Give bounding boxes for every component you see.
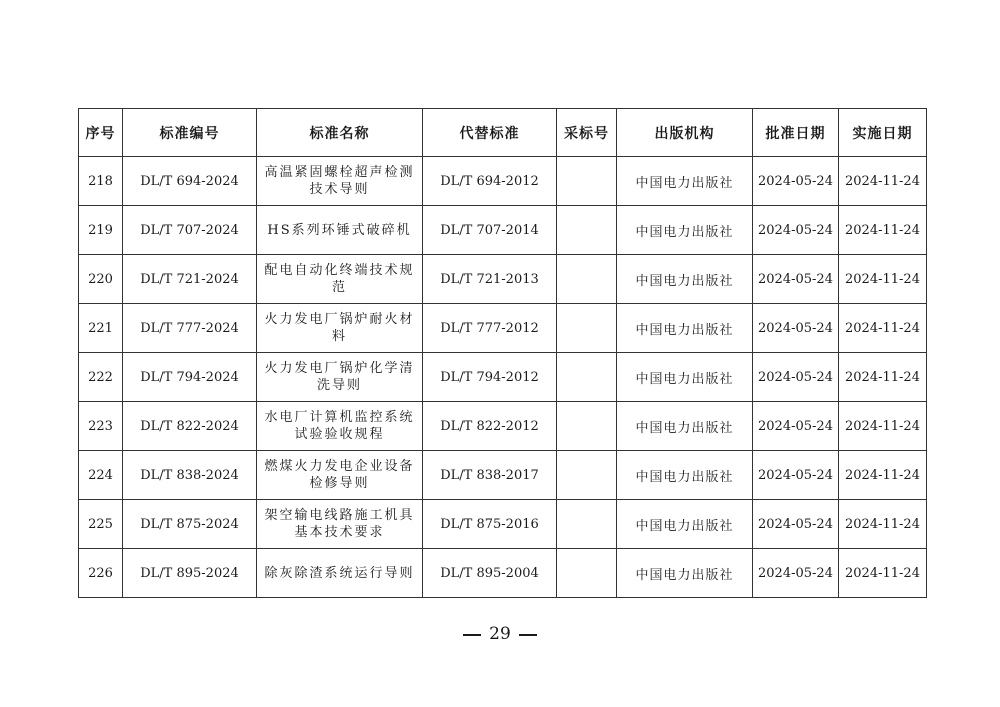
- cell-adopted: [557, 304, 617, 353]
- header-effective-date: 实施日期: [839, 109, 927, 157]
- cell-name: 火力发电厂锅炉化学清洗导则: [257, 353, 423, 402]
- cell-adopted: [557, 549, 617, 598]
- cell-replaced: DL/T 838-2017: [423, 451, 557, 500]
- cell-adopted: [557, 206, 617, 255]
- cell-effective-date: 2024-11-24: [839, 549, 927, 598]
- cell-replaced: DL/T 895-2004: [423, 549, 557, 598]
- cell-replaced: DL/T 794-2012: [423, 353, 557, 402]
- cell-adopted: [557, 353, 617, 402]
- header-seq: 序号: [79, 109, 123, 157]
- cell-replaced: DL/T 707-2014: [423, 206, 557, 255]
- cell-effective-date: 2024-11-24: [839, 255, 927, 304]
- header-replaced: 代替标准: [423, 109, 557, 157]
- standards-table: [78, 108, 927, 598]
- table-row: [79, 549, 927, 598]
- cell-seq: 218: [79, 157, 123, 206]
- cell-seq: 220: [79, 255, 123, 304]
- cell-name: 火力发电厂锅炉耐火材料: [257, 304, 423, 353]
- header-adopted: 采标号: [557, 109, 617, 157]
- cell-adopted: [557, 500, 617, 549]
- cell-seq: 221: [79, 304, 123, 353]
- cell-seq: 224: [79, 451, 123, 500]
- cell-seq: 226: [79, 549, 123, 598]
- cell-publisher: 中国电力出版社: [617, 304, 753, 353]
- cell-effective-date: 2024-11-24: [839, 353, 927, 402]
- cell-code: DL/T 794-2024: [123, 353, 257, 402]
- cell-code: DL/T 838-2024: [123, 451, 257, 500]
- cell-approval-date: 2024-05-24: [753, 500, 839, 549]
- cell-publisher: 中国电力出版社: [617, 451, 753, 500]
- cell-effective-date: 2024-11-24: [839, 206, 927, 255]
- cell-approval-date: 2024-05-24: [753, 402, 839, 451]
- cell-adopted: [557, 451, 617, 500]
- cell-adopted: [557, 255, 617, 304]
- page-footer: [0, 624, 1000, 644]
- cell-name: 高温紧固螺栓超声检测技术导则: [257, 157, 423, 206]
- cell-effective-date: 2024-11-24: [839, 500, 927, 549]
- cell-replaced: DL/T 721-2013: [423, 255, 557, 304]
- cell-name: 水电厂计算机监控系统试验验收规程: [257, 402, 423, 451]
- cell-name: 燃煤火力发电企业设备检修导则: [257, 451, 423, 500]
- cell-name: 配电自动化终端技术规范: [257, 255, 423, 304]
- cell-publisher: 中国电力出版社: [617, 402, 753, 451]
- cell-publisher: 中国电力出版社: [617, 206, 753, 255]
- header-publisher: 出版机构: [617, 109, 753, 157]
- cell-approval-date: 2024-05-24: [753, 549, 839, 598]
- cell-name: 除灰除渣系统运行导则: [257, 549, 423, 598]
- cell-approval-date: 2024-05-24: [753, 255, 839, 304]
- cell-publisher: 中国电力出版社: [617, 255, 753, 304]
- cell-publisher: 中国电力出版社: [617, 549, 753, 598]
- header-row: [79, 109, 927, 157]
- cell-seq: 222: [79, 353, 123, 402]
- cell-code: DL/T 875-2024: [123, 500, 257, 549]
- cell-code: DL/T 777-2024: [123, 304, 257, 353]
- header-name: 标准名称: [257, 109, 423, 157]
- cell-seq: 225: [79, 500, 123, 549]
- footer-dash-left: [463, 634, 481, 636]
- cell-publisher: 中国电力出版社: [617, 157, 753, 206]
- table-header: [79, 109, 927, 157]
- table-row: [79, 402, 927, 451]
- cell-approval-date: 2024-05-24: [753, 304, 839, 353]
- cell-seq: 223: [79, 402, 123, 451]
- header-code: 标准编号: [123, 109, 257, 157]
- table-body: [79, 157, 927, 598]
- table-row: [79, 500, 927, 549]
- table-row: [79, 451, 927, 500]
- cell-replaced: DL/T 822-2012: [423, 402, 557, 451]
- table-row: [79, 255, 927, 304]
- cell-replaced: DL/T 694-2012: [423, 157, 557, 206]
- cell-code: DL/T 707-2024: [123, 206, 257, 255]
- cell-effective-date: 2024-11-24: [839, 402, 927, 451]
- cell-approval-date: 2024-05-24: [753, 157, 839, 206]
- header-approval-date: 批准日期: [753, 109, 839, 157]
- cell-code: DL/T 721-2024: [123, 255, 257, 304]
- cell-approval-date: 2024-05-24: [753, 353, 839, 402]
- cell-replaced: DL/T 875-2016: [423, 500, 557, 549]
- footer-dash-right: [519, 634, 537, 636]
- page-number: 29: [489, 624, 511, 644]
- table-row: [79, 304, 927, 353]
- cell-replaced: DL/T 777-2012: [423, 304, 557, 353]
- cell-adopted: [557, 157, 617, 206]
- cell-publisher: 中国电力出版社: [617, 500, 753, 549]
- cell-approval-date: 2024-05-24: [753, 451, 839, 500]
- cell-effective-date: 2024-11-24: [839, 451, 927, 500]
- cell-name: 架空输电线路施工机具基本技术要求: [257, 500, 423, 549]
- table-row: [79, 206, 927, 255]
- cell-code: DL/T 694-2024: [123, 157, 257, 206]
- cell-name: HS系列环锤式破碎机: [257, 206, 423, 255]
- table-row: [79, 157, 927, 206]
- table-row: [79, 353, 927, 402]
- cell-code: DL/T 895-2024: [123, 549, 257, 598]
- cell-publisher: 中国电力出版社: [617, 353, 753, 402]
- cell-adopted: [557, 402, 617, 451]
- cell-effective-date: 2024-11-24: [839, 304, 927, 353]
- cell-code: DL/T 822-2024: [123, 402, 257, 451]
- cell-approval-date: 2024-05-24: [753, 206, 839, 255]
- cell-effective-date: 2024-11-24: [839, 157, 927, 206]
- cell-seq: 219: [79, 206, 123, 255]
